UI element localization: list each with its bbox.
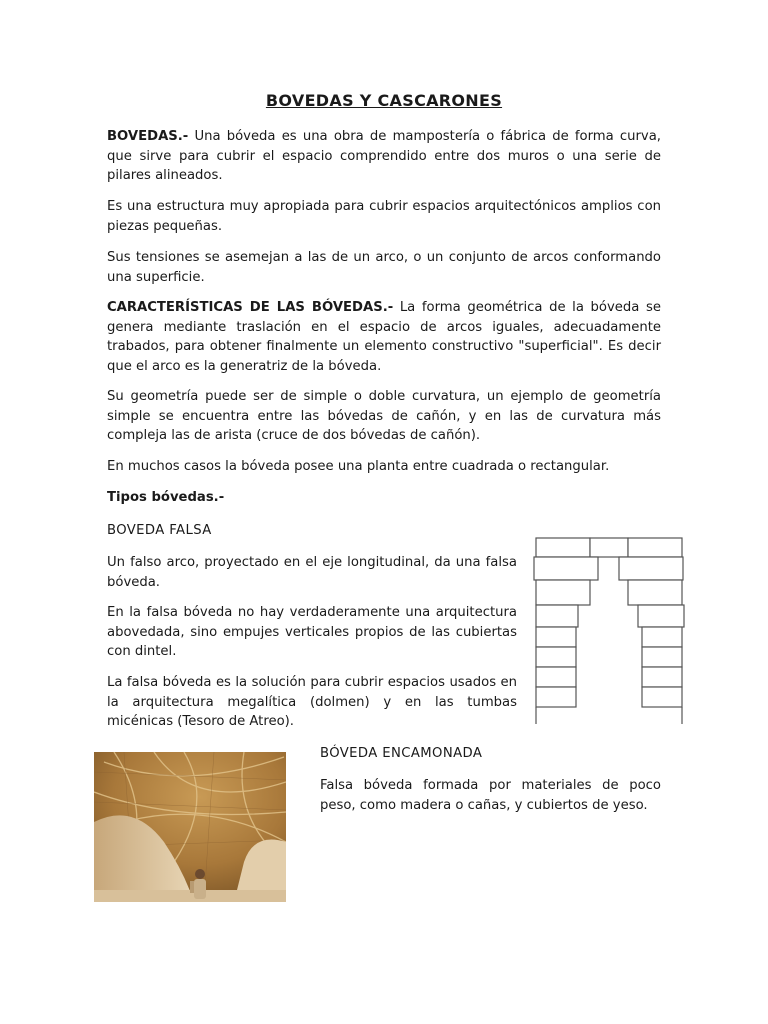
paragraph-geometria: Su geometría puede ser de simple o doble curvatura, un ejemplo de geometría simple se encuentra entre las bóvedas de cañón, y en las de curvatura más compleja las de arista (cruce de dos bóvedas de cañón).: [107, 389, 661, 443]
tipos-heading: Tipos bóvedas.-: [107, 490, 225, 505]
paragraph-megalitica: La falsa bóveda es la solución para cubrir espacios usados en la arquitectura megalítica (dolmen) y en las tumbas micénicas (Tesoro de Atreo).: [107, 675, 517, 729]
document-title: BOVEDAS Y CASCARONES: [265, 91, 503, 110]
paragraph-falsa-boveda: En la falsa bóveda no hay verdaderamente una arquitectura abovedada, sino empujes verticales propios de las cubiertas con dintel.: [107, 605, 517, 659]
diagram-block: [619, 557, 683, 580]
paragraph-tensiones: Sus tensiones se asemejan a las de un arco, o un conjunto de arcos conformando una superficie.: [107, 250, 661, 285]
diagram-block: [536, 667, 576, 687]
diagram-block: [642, 647, 682, 667]
diagram-block: [536, 687, 576, 707]
diagram-block: [536, 605, 578, 627]
diagram-block: [638, 605, 684, 627]
diagram-block: [642, 667, 682, 687]
boveda-encamonada-heading: BÓVEDA ENCAMONADA: [320, 746, 483, 761]
boveda-falsa-heading: BOVEDA FALSA: [107, 523, 212, 538]
diagram-block: [628, 538, 682, 557]
diagram-block: [590, 538, 628, 557]
false-arch-diagram: [530, 530, 690, 726]
diagram-block: [534, 557, 598, 580]
encamonada-vault-photo: [94, 752, 286, 902]
diagram-block: [628, 580, 682, 605]
paragraph-caracteristicas: [107, 298, 661, 376]
bovedas-text: Una bóveda es una obra de mampostería o fábrica de forma curva, que sirve para cubrir el espacio comprendido entre dos muros o una serie de pilares alineados.: [107, 129, 661, 183]
paragraph-estructura: Es una estructura muy apropiada para cubrir espacios arquitectónicos amplios con piezas pequeñas.: [107, 199, 661, 234]
paragraph-encamonada: Falsa bóveda formada por materiales de poco peso, como madera o cañas, y cubiertos de yeso.: [320, 778, 661, 813]
diagram-block: [642, 687, 682, 707]
caracteristicas-label: CARACTERÍSTICAS DE LAS BÓVEDAS.-: [107, 300, 394, 315]
caracteristicas-text: La forma geométrica de la bóveda se genera mediante traslación en el espacio de arcos iguales, adecuadamente trabados, para obtener finalmente un elemento constructivo "superficial". Es decir que el arco es la generatriz de la bóveda.: [107, 300, 661, 374]
paragraph-falso-arco: Un falso arco, proyectado en el eje longitudinal, da una falsa bóveda.: [107, 555, 517, 590]
paragraph-bovedas: [107, 127, 661, 186]
diagram-block: [642, 627, 682, 647]
bovedas-label: BOVEDAS.-: [107, 129, 189, 144]
diagram-block: [536, 538, 590, 557]
diagram-block: [536, 647, 576, 667]
diagram-block: [536, 580, 590, 605]
paragraph-planta: En muchos casos la bóveda posee una planta entre cuadrada o rectangular.: [107, 459, 610, 474]
diagram-block: [536, 627, 576, 647]
